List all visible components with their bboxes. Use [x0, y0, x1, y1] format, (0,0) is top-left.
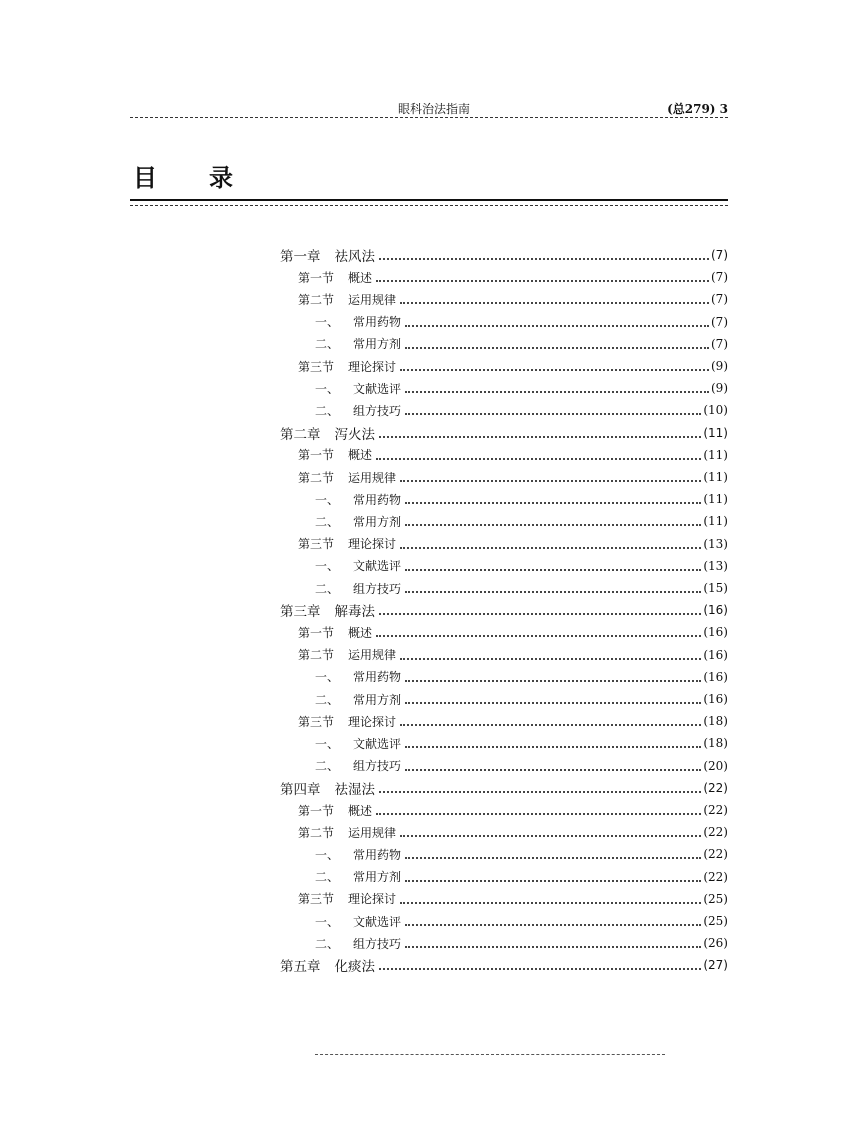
entry-label: 一、 — [315, 381, 340, 396]
toc-entry[interactable] — [298, 710, 728, 732]
entry-title: 解毒法 — [334, 604, 375, 621]
entry-page: (22) — [703, 803, 728, 817]
entry-title: 运用规律 — [348, 648, 397, 663]
entry-title: 泻火法 — [334, 426, 375, 443]
dot-leader — [405, 502, 701, 504]
entry-page: (25) — [703, 891, 728, 906]
entry-page: (13) — [703, 536, 728, 551]
dot-leader — [400, 835, 701, 837]
entry-label: 二、 — [315, 403, 340, 418]
dot-leader — [405, 946, 701, 948]
entry-page: (9) — [711, 381, 728, 396]
entry-label: 第四章 — [280, 781, 321, 798]
entry-page: (7) — [711, 336, 728, 351]
dot-leader — [376, 635, 701, 637]
toc-entry[interactable] — [298, 533, 728, 555]
dot-leader — [376, 458, 701, 460]
entry-title: 概述 — [348, 448, 373, 463]
entry-label: 一、 — [315, 670, 340, 685]
entry-page: (16) — [703, 692, 728, 706]
dot-leader — [405, 769, 701, 771]
entry-label: 二、 — [315, 870, 340, 885]
dot-leader — [405, 702, 701, 704]
dot-leader — [405, 347, 709, 349]
entry-title: 文献选评 — [353, 914, 402, 929]
toc-entry[interactable] — [315, 910, 728, 932]
entry-page: (15) — [703, 581, 728, 595]
toc-entry[interactable] — [280, 422, 728, 444]
dot-leader — [405, 924, 701, 926]
entry-page: (10) — [703, 403, 728, 418]
toc-entry[interactable] — [298, 888, 728, 910]
entry-title: 常用方剂 — [353, 692, 402, 707]
dot-leader — [405, 857, 701, 859]
entry-page: (13) — [703, 558, 728, 573]
entry-page: (16) — [703, 647, 728, 662]
dot-leader — [400, 369, 709, 371]
toc-entry[interactable] — [280, 777, 728, 799]
entry-page: (11) — [703, 470, 728, 484]
entry-label: 一、 — [315, 559, 340, 574]
entry-label: 第一章 — [280, 249, 321, 265]
entry-label: 一、 — [315, 315, 340, 330]
toc-entry[interactable] — [315, 755, 728, 777]
dot-leader — [379, 791, 701, 793]
dot-leader — [400, 658, 701, 660]
title-rule — [130, 199, 728, 201]
entry-page: (22) — [703, 780, 728, 795]
dot-leader — [400, 480, 701, 482]
toc-entry[interactable] — [298, 821, 728, 843]
entry-label: 第三章 — [280, 604, 321, 621]
entry-title: 文献选评 — [353, 381, 402, 396]
entry-title: 运用规律 — [348, 292, 397, 307]
entry-page: (7) — [711, 248, 728, 262]
entry-title: 理论探讨 — [348, 537, 397, 552]
entry-page: (22) — [703, 869, 728, 884]
page-number: (总279) 3 — [667, 102, 728, 116]
footer-rule — [315, 1054, 665, 1055]
entry-title: 组方技巧 — [353, 759, 402, 774]
dot-leader — [379, 968, 701, 970]
entry-page: (27) — [703, 958, 728, 973]
entry-label: 第二节 — [298, 825, 335, 840]
entry-label: 第三节 — [298, 714, 335, 729]
dot-leader — [405, 591, 701, 593]
toc-entry[interactable] — [298, 288, 728, 310]
entry-label: 二、 — [315, 692, 340, 707]
toc-entry[interactable] — [315, 866, 728, 888]
entry-title: 常用药物 — [353, 847, 402, 862]
dot-leader — [405, 413, 701, 415]
entry-label: 第三节 — [298, 359, 335, 374]
toc-entry[interactable] — [315, 555, 728, 577]
entry-title: 祛湿法 — [334, 781, 375, 798]
entry-title: 常用药物 — [353, 670, 402, 685]
entry-page: (16) — [703, 603, 728, 618]
dot-leader — [376, 280, 709, 282]
toc-entry[interactable] — [298, 644, 728, 666]
entry-label: 一、 — [315, 847, 340, 862]
entry-label: 二、 — [315, 581, 340, 596]
entry-title: 文献选评 — [353, 736, 402, 751]
toc-entry[interactable] — [315, 488, 728, 510]
entry-label: 二、 — [315, 514, 340, 529]
toc-entry[interactable] — [298, 444, 728, 466]
entry-title: 理论探讨 — [348, 714, 397, 729]
entry-page: (18) — [703, 736, 728, 751]
entry-page: (7) — [711, 270, 728, 285]
toc-entry[interactable] — [315, 311, 728, 333]
entry-label: 二、 — [315, 759, 340, 774]
toc-entry[interactable] — [280, 599, 728, 621]
toc-entry[interactable] — [298, 799, 728, 821]
toc-entry[interactable] — [315, 377, 728, 399]
toc-entry[interactable] — [280, 954, 728, 976]
dot-leader — [400, 902, 701, 904]
entry-title: 常用方剂 — [353, 870, 402, 885]
entry-title: 概述 — [348, 270, 373, 285]
entry-page: (11) — [703, 492, 728, 507]
entry-page: (22) — [703, 847, 728, 862]
dot-leader — [405, 391, 709, 393]
dot-leader — [379, 258, 709, 260]
dot-leader — [379, 613, 701, 615]
entry-title: 常用方剂 — [353, 337, 402, 352]
entry-label: 第一节 — [298, 803, 335, 818]
toc-entry[interactable] — [280, 244, 728, 266]
entry-page: (11) — [703, 514, 728, 529]
entry-title: 组方技巧 — [353, 936, 402, 951]
entry-label: 第一节 — [298, 270, 335, 285]
entry-title: 组方技巧 — [353, 403, 402, 418]
toc-entry[interactable] — [315, 843, 728, 865]
entry-page: (11) — [703, 425, 728, 440]
entry-label: 二、 — [315, 337, 340, 352]
entry-page: (22) — [703, 825, 728, 840]
toc-entry[interactable] — [315, 732, 728, 754]
dot-leader — [400, 724, 701, 726]
entry-page: (11) — [703, 447, 728, 462]
header-rule — [130, 117, 728, 118]
toc-entry[interactable] — [298, 621, 728, 643]
entry-label: 第二节 — [298, 470, 335, 485]
toc-entry[interactable] — [315, 666, 728, 688]
entry-page: (7) — [711, 314, 728, 329]
dot-leader — [400, 302, 709, 304]
entry-title: 概述 — [348, 803, 373, 818]
entry-label: 第二章 — [280, 426, 321, 443]
entry-label: 第五章 — [280, 959, 321, 976]
page-title: 目录 — [133, 164, 285, 192]
entry-title: 理论探讨 — [348, 892, 397, 907]
toc-entry[interactable] — [315, 333, 728, 355]
toc-entry[interactable] — [315, 688, 728, 710]
entry-title: 组方技巧 — [353, 581, 402, 596]
entry-page: (18) — [703, 714, 728, 729]
running-header — [130, 100, 728, 118]
entry-label: 一、 — [315, 914, 340, 929]
toc-entry[interactable] — [315, 577, 728, 599]
toc-entry[interactable] — [298, 466, 728, 488]
entry-page: (20) — [703, 758, 728, 773]
dot-leader — [405, 569, 701, 571]
entry-title: 运用规律 — [348, 470, 397, 485]
dot-leader — [400, 547, 701, 549]
entry-title: 常用方剂 — [353, 514, 402, 529]
entry-title: 祛风法 — [334, 249, 375, 265]
title-rule-dashed — [130, 205, 728, 206]
entry-label: 第三节 — [298, 892, 335, 907]
entry-title: 理论探讨 — [348, 359, 397, 374]
entry-label: 第一节 — [298, 448, 335, 463]
entry-page: (9) — [711, 359, 728, 373]
entry-title: 常用药物 — [353, 315, 402, 330]
toc-entry[interactable] — [315, 932, 728, 954]
dot-leader — [405, 880, 701, 882]
entry-page: (16) — [703, 625, 728, 640]
entry-label: 一、 — [315, 736, 340, 751]
entry-label: 第三节 — [298, 537, 335, 552]
entry-label: 第二节 — [298, 648, 335, 663]
entry-title: 化痰法 — [334, 959, 375, 976]
entry-page: (26) — [703, 936, 728, 951]
entry-title: 运用规律 — [348, 825, 397, 840]
entry-page: (25) — [703, 914, 728, 928]
entry-label: 一、 — [315, 492, 340, 507]
toc-entry[interactable] — [315, 510, 728, 532]
entry-title: 文献选评 — [353, 559, 402, 574]
entry-label: 第一节 — [298, 625, 335, 640]
toc-entry[interactable] — [298, 355, 728, 377]
dot-leader — [405, 524, 701, 526]
toc-entry[interactable] — [315, 399, 728, 421]
entry-page: (7) — [711, 292, 728, 307]
dot-leader — [405, 680, 701, 682]
dot-leader — [379, 436, 701, 438]
entry-page: (16) — [703, 669, 728, 684]
entry-title: 概述 — [348, 625, 373, 640]
entry-label: 二、 — [315, 936, 340, 951]
book-title: 眼科治法指南 — [398, 102, 471, 116]
entry-title: 常用药物 — [353, 492, 402, 507]
entry-label: 第二节 — [298, 292, 335, 307]
dot-leader — [376, 813, 701, 815]
dot-leader — [405, 746, 701, 748]
dot-leader — [405, 325, 709, 327]
toc-entry[interactable] — [298, 266, 728, 288]
